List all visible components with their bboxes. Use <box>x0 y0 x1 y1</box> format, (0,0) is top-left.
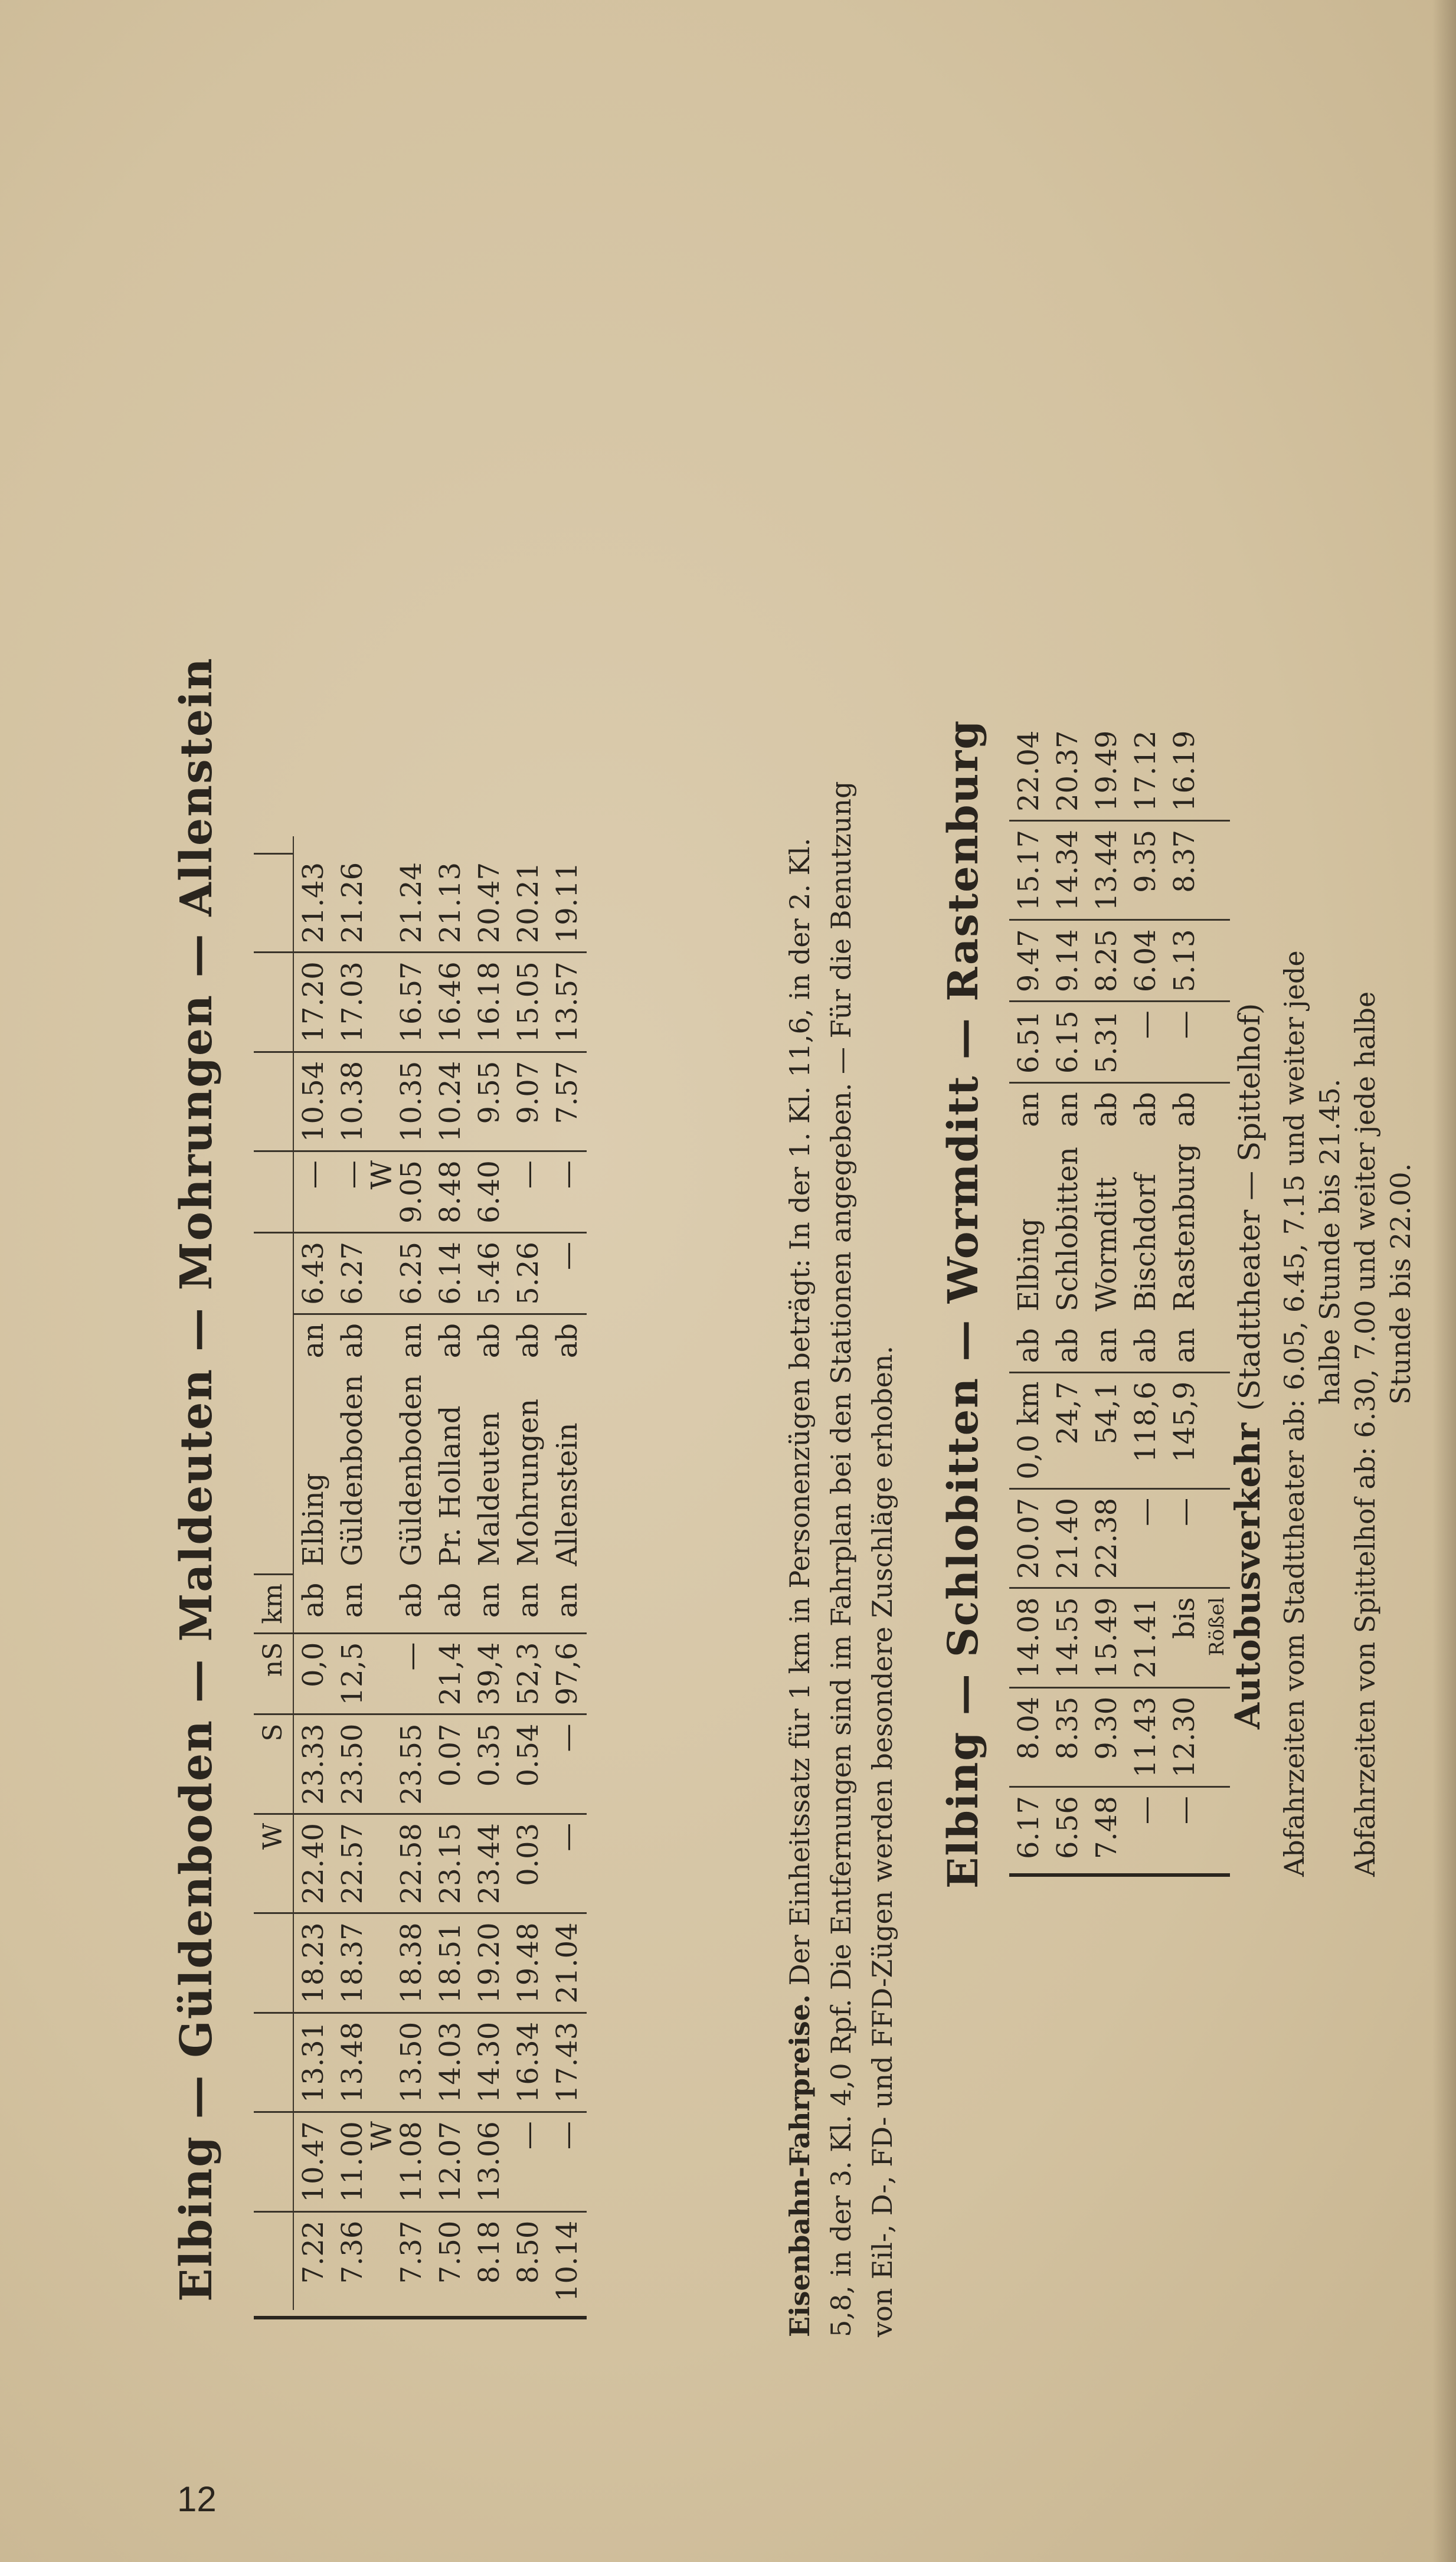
table-cell: 18.38 <box>392 1913 431 2013</box>
table-cell <box>1204 1687 1230 1786</box>
table-cell: Mohrungen <box>512 1398 545 1566</box>
table-cell: bis <box>1165 1588 1204 1687</box>
table-row <box>372 836 392 2310</box>
table-cell: 20.07 <box>1009 1488 1048 1588</box>
bus-heading <box>1228 1003 1268 1729</box>
table-cell: 22.04 <box>1009 722 1048 821</box>
header-cell: W <box>254 1814 293 1913</box>
table-cell: 22.38 <box>1087 1488 1126 1588</box>
header-cell <box>254 836 293 854</box>
page-number: 12 <box>177 2479 217 2519</box>
fares-line-3: von Eil-, D-, FD- und FFD-Zügen werden besondere Zuschläge erhoben. <box>866 1345 898 2337</box>
header-cell <box>254 1314 293 1366</box>
table-cell: 11.00 <box>333 2112 372 2211</box>
table-cell <box>1204 1320 1230 1372</box>
table-cell: 0,0 <box>293 1633 333 1714</box>
table-cell: 13.48 <box>333 2013 372 2112</box>
table-cell <box>1204 1083 1230 1136</box>
table-cell <box>372 1913 392 2013</box>
table-cell: Allenstein <box>551 1422 584 1566</box>
table-cell <box>372 1814 392 1913</box>
table-cell: 6.40 <box>470 1151 509 1233</box>
bus-line-2: halbe Stunde bis 21.45. <box>1314 1078 1346 1405</box>
table-cell: 21.43 <box>293 854 333 953</box>
table-cell: 0.07 <box>431 1714 470 1814</box>
table-cell <box>1204 821 1230 920</box>
table-cell: 11.43 <box>1126 1687 1165 1786</box>
table-cell <box>372 1633 392 1714</box>
table-cell: 6.43 <box>293 1232 333 1314</box>
table-cell: — <box>1129 1796 1162 1825</box>
table-cell: 5.46 <box>470 1232 509 1314</box>
bus-subtitle: (Stadttheater — Spittelhof) <box>1232 1003 1267 1411</box>
header-cell: km <box>254 1575 293 1633</box>
table-cell: ab <box>1009 1320 1048 1372</box>
table-cell: 6.15 <box>1048 1002 1087 1083</box>
fares-text-1: Der Einheitssatz für 1 km in Personenzügen beträgt: In der 1. Kl. 11,6, in der 2. Kl. <box>784 837 816 1986</box>
header-cell <box>254 1052 293 1151</box>
table-cell <box>372 1575 392 1633</box>
table-header-row <box>254 836 293 2310</box>
table-cell: 22.58 <box>392 1814 431 1913</box>
table-cell: 12.07 <box>431 2112 470 2211</box>
table-cell: 7.22 <box>297 2220 330 2284</box>
table-cell: 15.17 <box>1009 821 1048 920</box>
table-cell: — <box>548 1232 587 1314</box>
table-cell: 5.26 <box>509 1232 548 1314</box>
table-cell: 21.04 <box>548 1913 587 2013</box>
table-cell: 9.07 <box>509 1052 548 1151</box>
table-row <box>1126 722 1165 1867</box>
table-cell: 5.31 <box>1087 1002 1126 1083</box>
table-cell: Rastenburg <box>1168 1143 1201 1312</box>
table-cell: 15.49 <box>1087 1588 1126 1687</box>
table-row <box>431 836 470 2310</box>
table-cell: 7.48 <box>1090 1796 1123 1859</box>
table-cell: ab <box>1048 1320 1087 1372</box>
table-cell: ab <box>1129 1092 1162 1127</box>
table-cell: Güldenboden <box>336 1375 369 1566</box>
table-cell: 9.14 <box>1048 920 1087 1002</box>
table-cell: Schlobitten <box>1051 1147 1084 1312</box>
table-cell: 13.57 <box>548 953 587 1052</box>
table-cell <box>1204 1372 1230 1488</box>
table-cell: 22.40 <box>293 1814 333 1913</box>
table-cell: 18.37 <box>333 1913 372 2013</box>
fares-line-1 <box>779 153 820 2337</box>
table-cell: Güldenboden <box>395 1375 428 1566</box>
table-cell: 14.34 <box>1048 821 1087 920</box>
table-cell: 8.35 <box>1048 1687 1087 1786</box>
table-cell: 12,5 <box>333 1633 372 1714</box>
table-cell: 10.47 <box>293 2112 333 2211</box>
table-cell: ab <box>551 1323 584 1359</box>
table-cell: 17.20 <box>293 953 333 1052</box>
table-cell: 19.11 <box>548 854 587 953</box>
table-cell: 18.51 <box>431 1913 470 2013</box>
bus-title: Autobusverkehr <box>1228 1423 1268 1729</box>
table-cell: 6.14 <box>431 1232 470 1314</box>
table-row <box>333 836 372 2310</box>
fares-line-2: 5,8, in der 3. Kl. 4,0 Rpf. Die Entfernungen sind im Fahrplan bei den Stationen angegeben. — Für die Benutzung <box>825 781 857 2337</box>
table-cell: 118,6 <box>1126 1372 1165 1488</box>
table-cell: — <box>509 2112 548 2211</box>
table-cell: 23.33 <box>293 1714 333 1814</box>
table-cell: 6.51 <box>1009 1002 1048 1083</box>
table-cell: 16.34 <box>509 2013 548 2112</box>
table-cell: W <box>372 1151 392 1233</box>
table-cell <box>372 953 392 1052</box>
table-cell: ab <box>392 1575 431 1633</box>
table-cell: 17.12 <box>1126 722 1165 821</box>
table-cell <box>1204 1002 1230 1083</box>
table-cell: 52,3 <box>509 1633 548 1714</box>
table-cell: 0.54 <box>509 1714 548 1814</box>
table-cell: 13.50 <box>392 2013 431 2112</box>
table-cell <box>1204 722 1230 821</box>
table-row <box>392 836 431 2310</box>
table-cell: an <box>470 1575 509 1633</box>
table-cell: — <box>392 1633 431 1714</box>
table-cell: 14.08 <box>1009 1588 1048 1687</box>
table-cell: 10.35 <box>392 1052 431 1151</box>
table-cell: — <box>509 1151 548 1233</box>
table-cell <box>1204 1488 1230 1588</box>
table2-container <box>1009 722 1230 1877</box>
table1-container <box>254 836 587 2319</box>
table-cell: an <box>509 1575 548 1633</box>
table-cell: 10.24 <box>431 1052 470 1151</box>
table-cell: ab <box>512 1323 545 1359</box>
table-cell <box>372 1314 392 1366</box>
table-cell: 8.04 <box>1009 1687 1048 1786</box>
header-cell <box>254 1366 293 1574</box>
bus-line-3: Abfahrzeiten von Spittelhof ab: 6.30, 7.00 und weiter jede halbe <box>1349 991 1381 1877</box>
table-cell: 21.13 <box>431 854 470 953</box>
table-cell: 17.43 <box>548 2013 587 2112</box>
table-row <box>1087 722 1126 1867</box>
table-cell: 10.14 <box>551 2220 584 2302</box>
fares-heading: Eisenbahn-Fahrpreise. <box>784 1994 816 2337</box>
table-cell: — <box>1165 1488 1204 1588</box>
table-cell <box>1204 1136 1230 1320</box>
table-cell: an <box>395 1323 428 1359</box>
table-cell: 13.44 <box>1087 821 1126 920</box>
table-cell: 5.13 <box>1165 920 1204 1002</box>
table-cell: 9.35 <box>1126 821 1165 920</box>
table1-title: Elbing — Güldenboden — Maldeuten — Mohrungen — Allenstein <box>171 657 222 2302</box>
table-cell: 9.30 <box>1087 1687 1126 1786</box>
table-cell: 17.03 <box>333 953 372 1052</box>
table-cell: 20.21 <box>509 854 548 953</box>
table-cell: 19.20 <box>470 1913 509 2013</box>
table-row <box>1204 722 1230 1867</box>
table-cell <box>372 2211 392 2310</box>
table-cell: an <box>1012 1092 1045 1127</box>
table-cell: — <box>1165 1002 1204 1083</box>
table-cell: Maldeuten <box>473 1411 506 1566</box>
table-cell: 23.44 <box>470 1814 509 1913</box>
table-cell: 8.25 <box>1087 920 1126 1002</box>
table-cell: — <box>1126 1488 1165 1588</box>
header-cell <box>254 2112 293 2211</box>
table-cell: — <box>293 1151 333 1233</box>
table-cell: ab <box>473 1323 506 1359</box>
table-cell: Wormditt <box>1090 1177 1123 1312</box>
table-cell: ab <box>293 1575 333 1633</box>
table-cell: an <box>333 1575 372 1633</box>
table-cell: 54,1 <box>1087 1372 1126 1488</box>
table-cell: an <box>1051 1092 1084 1127</box>
table-cell: — <box>548 1814 587 1913</box>
table-cell: 7.57 <box>548 1052 587 1151</box>
table-cell: 18.23 <box>293 1913 333 2013</box>
table-cell: an <box>297 1323 330 1359</box>
table-row <box>1165 722 1204 1867</box>
table-row <box>470 836 509 2310</box>
table-cell: 9.55 <box>470 1052 509 1151</box>
table-cell <box>372 854 392 953</box>
table2-title: Elbing — Schlobitten — Wormditt — Rastenburg <box>938 719 987 1889</box>
table-cell: Elbing <box>1012 1218 1045 1312</box>
table-cell: 8.37 <box>1165 821 1204 920</box>
table-cell: 0,0 km <box>1009 1372 1048 1488</box>
table-cell: 39,4 <box>470 1633 509 1714</box>
page-edge-shadow <box>1432 0 1456 2562</box>
table-cell: 21.41 <box>1126 1588 1165 1687</box>
table-cell <box>372 1714 392 1814</box>
table-cell: 6.04 <box>1126 920 1165 1002</box>
table-cell: 21.40 <box>1048 1488 1087 1588</box>
table-cell: 20.37 <box>1048 722 1087 821</box>
header-cell: S <box>254 1714 293 1814</box>
table-cell: — <box>548 2112 587 2211</box>
table-cell: — <box>333 1151 372 1233</box>
table-cell <box>372 1232 392 1314</box>
table-cell: 0.03 <box>509 1814 548 1913</box>
table-row <box>1048 722 1087 1867</box>
table-cell: 20.47 <box>470 854 509 953</box>
table-cell: 14.03 <box>431 2013 470 2112</box>
header-cell <box>254 953 293 1052</box>
table-cell: — <box>1126 1002 1165 1083</box>
table-cell: 7.36 <box>336 2220 369 2284</box>
table-cell <box>372 1052 392 1151</box>
header-cell <box>254 2013 293 2112</box>
table-cell: 12.30 <box>1165 1687 1204 1786</box>
table-cell: ab <box>1090 1092 1123 1127</box>
table-cell: 21.26 <box>333 854 372 953</box>
table-row <box>548 836 587 2310</box>
table-cell: 22.57 <box>333 1814 372 1913</box>
table-cell: 23.50 <box>333 1714 372 1814</box>
table-cell: 16.57 <box>392 953 431 1052</box>
table-cell: 13.31 <box>293 2013 333 2112</box>
table-cell: 21,4 <box>431 1633 470 1714</box>
table-cell: 16.18 <box>470 953 509 1052</box>
table-cell: 6.27 <box>333 1232 372 1314</box>
table-cell: 10.38 <box>333 1052 372 1151</box>
table-cell: — <box>1168 1796 1201 1825</box>
table-cell: 14.30 <box>470 2013 509 2112</box>
table-cell: Pr. Holland <box>434 1405 467 1566</box>
table-cell: — <box>548 1714 587 1814</box>
table-cell: 8.48 <box>431 1151 470 1233</box>
table-cell: 19.48 <box>509 1913 548 2013</box>
header-cell <box>254 1151 293 1233</box>
table-cell: 9.47 <box>1009 920 1048 1002</box>
table-cell: 24,7 <box>1048 1372 1087 1488</box>
table-cell: 15.05 <box>509 953 548 1052</box>
table-cell: an <box>548 1575 587 1633</box>
table-cell: 8.50 <box>512 2220 545 2284</box>
table-cell: an <box>1165 1320 1204 1372</box>
table-cell: 9.05 <box>392 1151 431 1233</box>
table-cell: Bischdorf <box>1129 1173 1162 1312</box>
table-cell: ab <box>434 1323 467 1359</box>
table-cell: ab <box>1126 1320 1165 1372</box>
table-cell: Rößel <box>1204 1588 1230 1687</box>
table-cell <box>1204 920 1230 1002</box>
header-cell <box>254 1913 293 2013</box>
header-cell <box>254 854 293 953</box>
table-cell: Elbing <box>297 1473 330 1566</box>
table-cell: 6.56 <box>1051 1796 1084 1859</box>
header-cell: nS <box>254 1633 293 1714</box>
table-cell: 7.50 <box>434 2220 467 2284</box>
rotated-page-content <box>118 106 1416 2408</box>
table-cell: 16.19 <box>1165 722 1204 821</box>
bus-line-4: Stunde bis 22.00. <box>1385 1163 1416 1405</box>
fares-note <box>779 153 903 2337</box>
table-cell: 0.35 <box>470 1714 509 1814</box>
table-cell: 145,9 <box>1165 1372 1204 1488</box>
timetable-elbing-rastenburg <box>1009 722 1230 1867</box>
table-cell: 6.17 <box>1012 1796 1045 1859</box>
table-cell: 21.24 <box>392 854 431 953</box>
table-cell: an <box>1087 1320 1126 1372</box>
table-cell: 8.18 <box>473 2220 506 2284</box>
table-cell: 6.25 <box>392 1232 431 1314</box>
table-cell <box>372 1366 392 1574</box>
table-row <box>509 836 548 2310</box>
table-cell: ab <box>431 1575 470 1633</box>
timetable-elbing-allenstein <box>254 836 587 2310</box>
table-cell <box>1204 1787 1230 1867</box>
table-row <box>293 836 333 2310</box>
table-cell: — <box>548 1151 587 1233</box>
table-cell: 16.46 <box>431 953 470 1052</box>
bus-line-1: Abfahrzeiten vom Stadttheater ab: 6.05, 6.45, 7.15 und weiter jede <box>1278 950 1310 1877</box>
table-cell: ab <box>1168 1092 1201 1127</box>
table-cell: W <box>372 2112 392 2211</box>
table-cell <box>372 2013 392 2112</box>
table-cell: 13.06 <box>470 2112 509 2211</box>
table-cell: 11.08 <box>392 2112 431 2211</box>
table-cell: 10.54 <box>293 1052 333 1151</box>
table-row <box>1009 722 1048 1867</box>
table-cell: 97,6 <box>548 1633 587 1714</box>
header-cell <box>254 1232 293 1314</box>
table-cell: 14.55 <box>1048 1588 1087 1687</box>
table-cell: ab <box>336 1323 369 1359</box>
table-cell: 7.37 <box>395 2220 428 2284</box>
header-cell <box>254 2211 293 2310</box>
table-cell: 19.49 <box>1087 722 1126 821</box>
table-cell: 23.15 <box>431 1814 470 1913</box>
table-cell: 23.55 <box>392 1714 431 1814</box>
